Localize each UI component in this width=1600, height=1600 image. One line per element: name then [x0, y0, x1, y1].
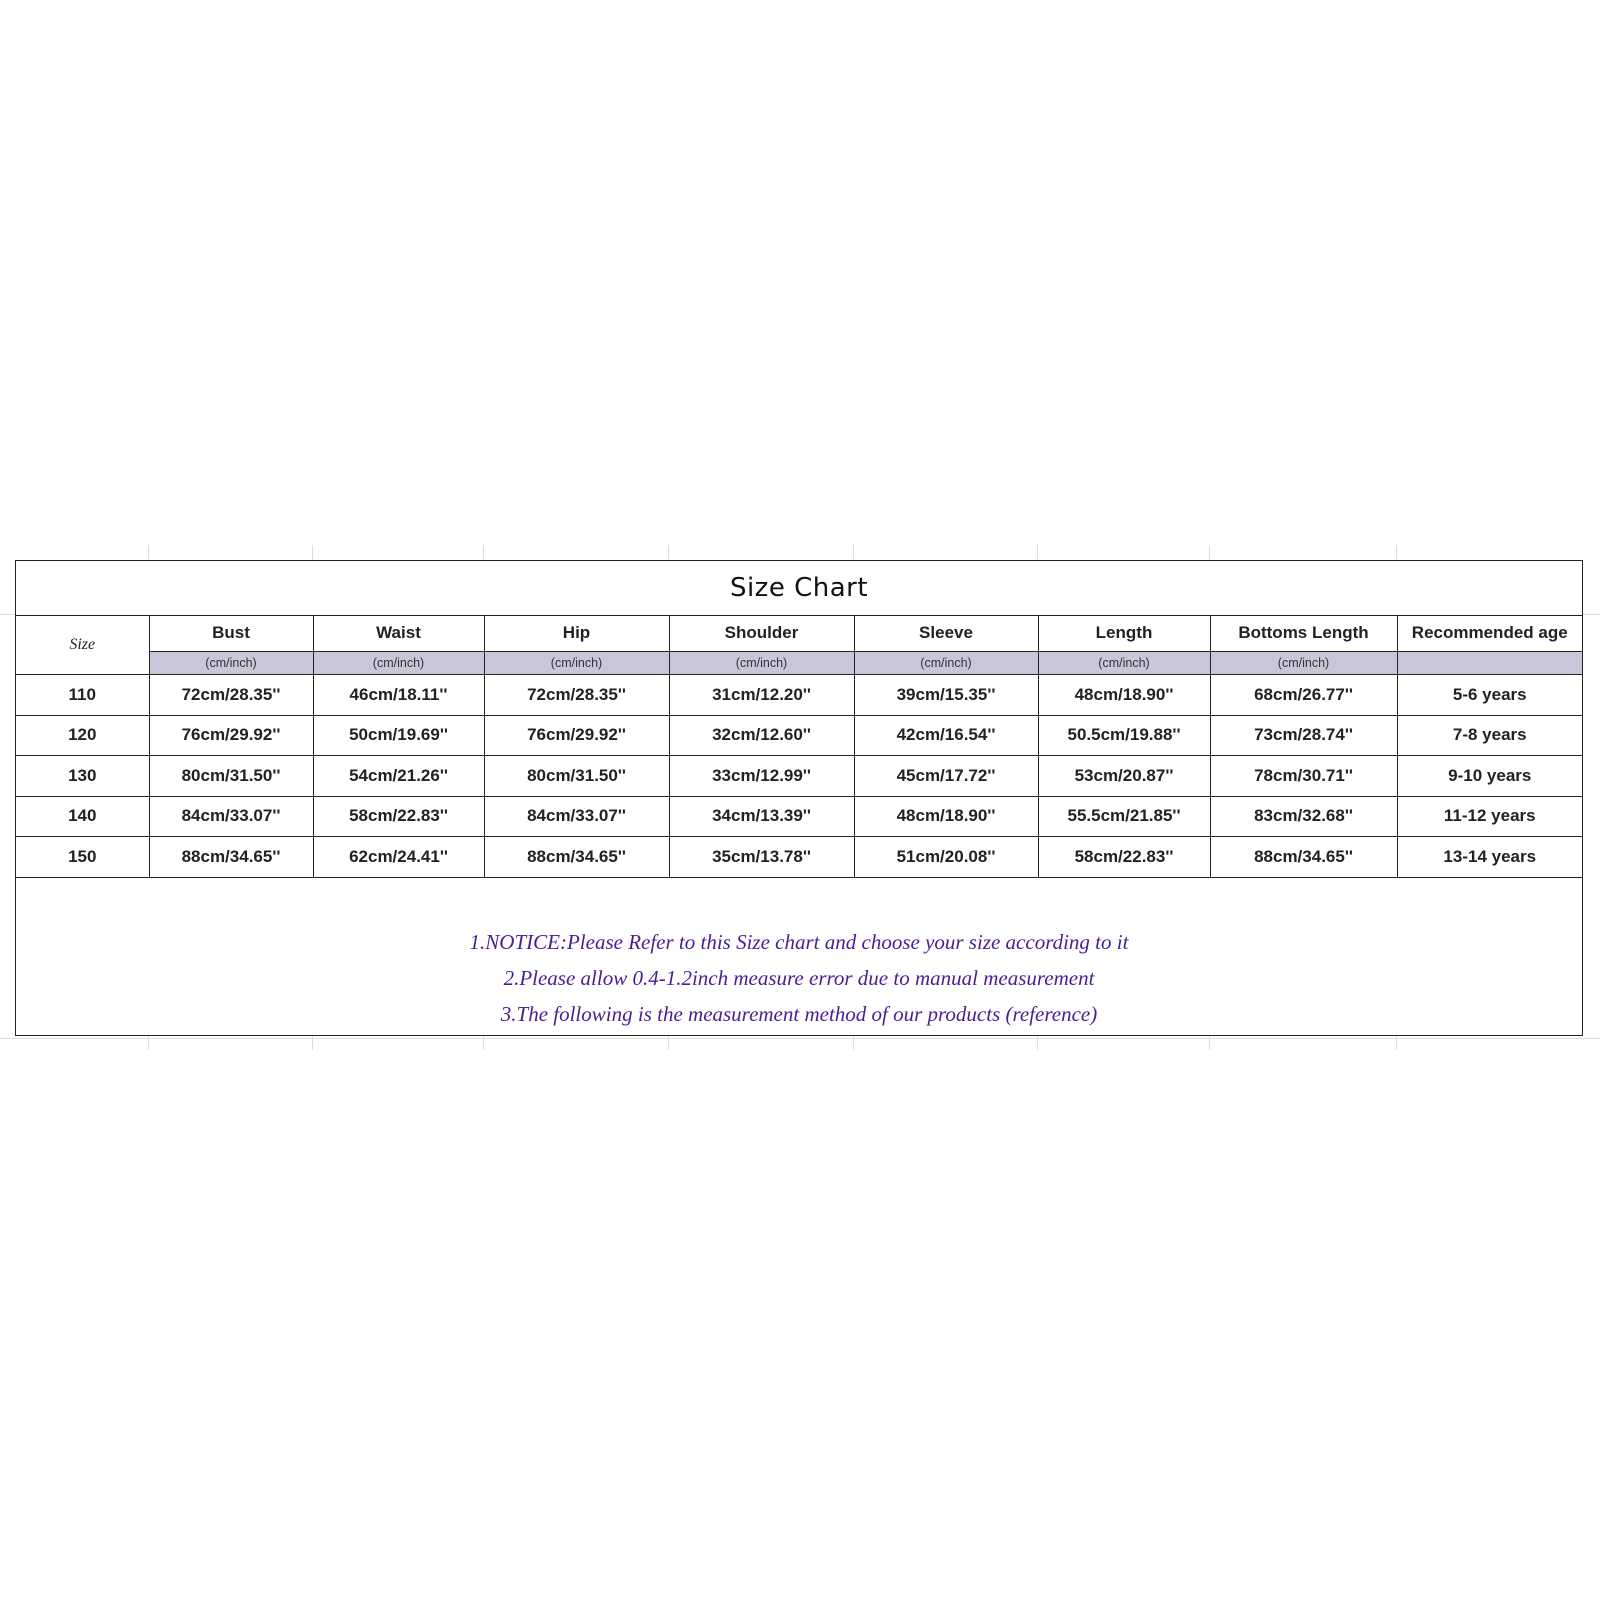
notice-line: 2.Please allow 0.4-1.2inch measure error due to manual measurement: [503, 966, 1095, 990]
table-cell: 31cm/12.20'': [669, 675, 854, 716]
notice-line: 3.The following is the measurement method of our products (reference): [500, 1002, 1098, 1026]
table-cell: 72cm/28.35'': [484, 675, 669, 716]
unit-label: (cm/inch): [313, 652, 484, 675]
column-header: Length: [1038, 615, 1210, 652]
table-cell: 7-8 years: [1397, 715, 1582, 756]
table-row: [16, 756, 1582, 797]
table-cell: 39cm/15.35'': [854, 675, 1038, 716]
column-header: Waist: [313, 615, 484, 652]
table-cell: 72cm/28.35'': [149, 675, 313, 716]
size-cell: 110: [16, 675, 149, 716]
column-header: Bust: [149, 615, 313, 652]
unit-row: [16, 652, 1582, 675]
table-cell: 48cm/18.90'': [1038, 675, 1210, 716]
table-cell: 50.5cm/19.88'': [1038, 715, 1210, 756]
header-row: [16, 615, 1582, 652]
table-cell: 11-12 years: [1397, 796, 1582, 837]
table-cell: 42cm/16.54'': [854, 715, 1038, 756]
table-cell: 84cm/33.07'': [484, 796, 669, 837]
table-cell: 88cm/34.65'': [484, 837, 669, 878]
size-cell: 130: [16, 756, 149, 797]
table-cell: 80cm/31.50'': [149, 756, 313, 797]
table-cell: 68cm/26.77'': [1210, 675, 1397, 716]
table-cell: 51cm/20.08'': [854, 837, 1038, 878]
table-cell: 62cm/24.41'': [313, 837, 484, 878]
unit-label: (cm/inch): [1038, 652, 1210, 675]
table-cell: 5-6 years: [1397, 675, 1582, 716]
table-cell: 45cm/17.72'': [854, 756, 1038, 797]
table-cell: 48cm/18.90'': [854, 796, 1038, 837]
table-row: [16, 675, 1582, 716]
table-cell: 84cm/33.07'': [149, 796, 313, 837]
table-cell: 83cm/32.68'': [1210, 796, 1397, 837]
table-cell: 46cm/18.11'': [313, 675, 484, 716]
table-cell: 76cm/29.92'': [149, 715, 313, 756]
size-cell: 120: [16, 715, 149, 756]
table-cell: 55.5cm/21.85'': [1038, 796, 1210, 837]
table-cell: 76cm/29.92'': [484, 715, 669, 756]
table-row: [16, 715, 1582, 756]
table-row: [16, 796, 1582, 837]
column-header: Sleeve: [854, 615, 1038, 652]
column-header: Shoulder: [669, 615, 854, 652]
table-cell: 88cm/34.65'': [149, 837, 313, 878]
table-cell: 53cm/20.87'': [1038, 756, 1210, 797]
unit-label: (cm/inch): [669, 652, 854, 675]
unit-label: (cm/inch): [854, 652, 1038, 675]
table-cell: 78cm/30.71'': [1210, 756, 1397, 797]
notes-section: [16, 923, 1582, 1033]
unit-label: (cm/inch): [1210, 652, 1397, 675]
table-cell: 80cm/31.50'': [484, 756, 669, 797]
table-cell: 35cm/13.78'': [669, 837, 854, 878]
title-row: [16, 561, 1582, 616]
chart-title: Size Chart: [729, 573, 869, 603]
table-cell: 58cm/22.83'': [313, 796, 484, 837]
table-cell: 73cm/28.74'': [1210, 715, 1397, 756]
table-row: [16, 837, 1582, 878]
size-cell: 150: [16, 837, 149, 878]
table-cell: 50cm/19.69'': [313, 715, 484, 756]
table-cell: 32cm/12.60'': [669, 715, 854, 756]
size-chart: [15, 560, 1583, 1036]
table-cell: 9-10 years: [1397, 756, 1582, 797]
size-table: [16, 615, 1582, 878]
size-column-header: Size: [16, 615, 149, 675]
table-cell: 34cm/13.39'': [669, 796, 854, 837]
table-cell: 54cm/21.26'': [313, 756, 484, 797]
size-cell: 140: [16, 796, 149, 837]
unit-label: (cm/inch): [484, 652, 669, 675]
column-header: Bottoms Length: [1210, 615, 1397, 652]
unit-label: [1397, 652, 1582, 675]
table-cell: 58cm/22.83'': [1038, 837, 1210, 878]
table-cell: 88cm/34.65'': [1210, 837, 1397, 878]
column-header: Recommended age: [1397, 615, 1582, 652]
table-cell: 33cm/12.99'': [669, 756, 854, 797]
notice-line: 1.NOTICE:Please Refer to this Size chart and choose your size according to it: [469, 930, 1129, 954]
grid-line: [0, 1038, 1600, 1039]
table-cell: 13-14 years: [1397, 837, 1582, 878]
unit-label: (cm/inch): [149, 652, 313, 675]
column-header: Hip: [484, 615, 669, 652]
